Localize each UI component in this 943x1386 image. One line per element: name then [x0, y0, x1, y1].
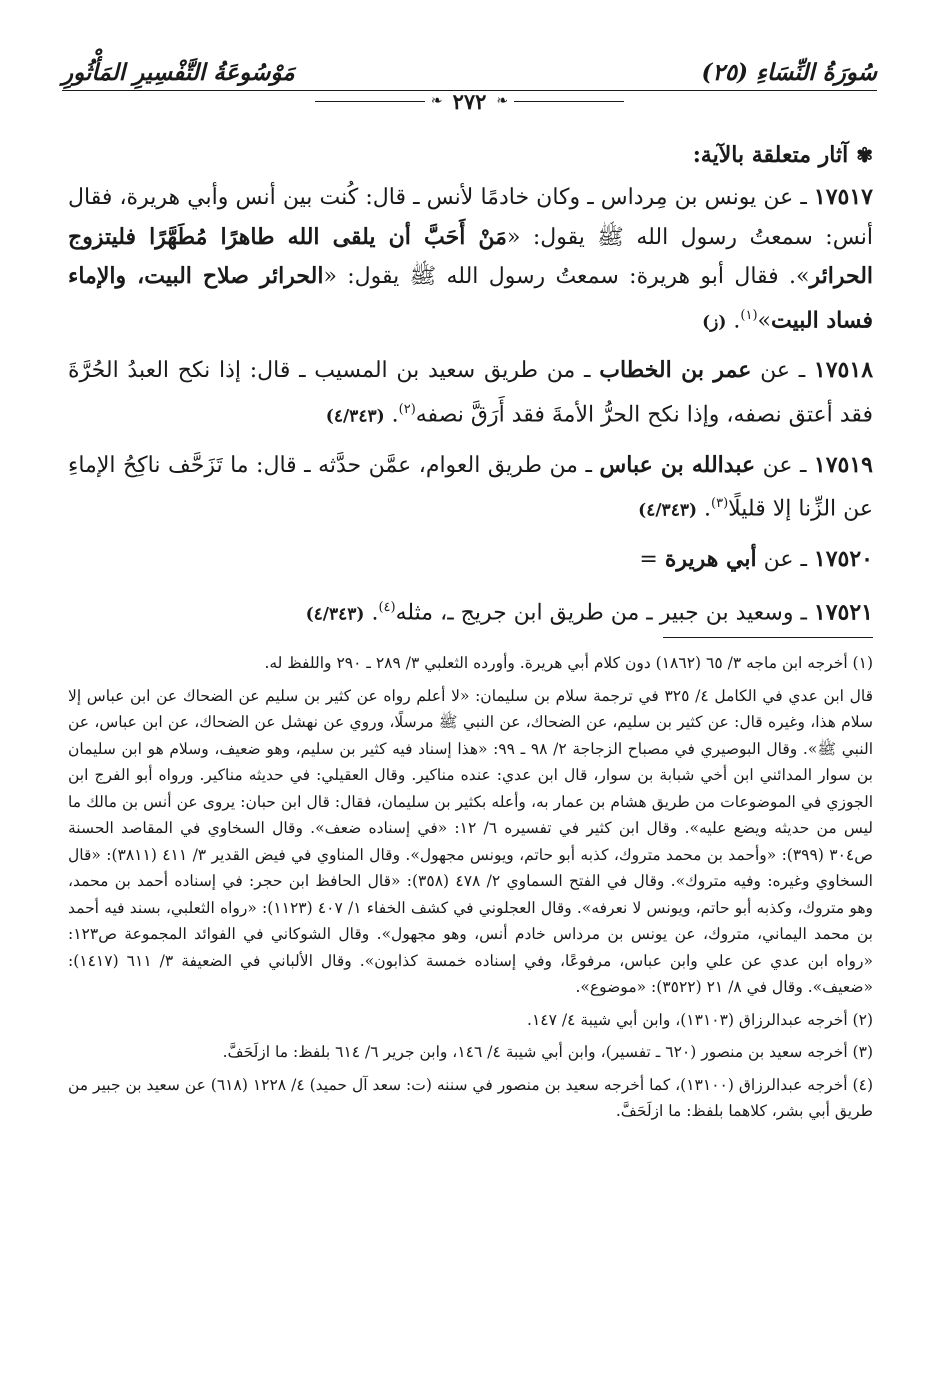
entry-number: ١٧٥٢٠ [813, 545, 873, 572]
footnote: (١) أخرجه ابن ماجه ٣/ ٦٥ (١٨٦٢) دون كلام أبي هريرة. وأورده الثعلبي ٣/ ٢٨٩ ـ ٢٩٠ واللفظ له. [264, 654, 873, 672]
footnotes [68, 650, 873, 1131]
narrator-name: عبدالله بن عباس [599, 451, 756, 478]
entry-text: = [639, 546, 665, 572]
narrator-name: عمر بن الخطاب [599, 357, 752, 384]
entry-number: ١٧٥٢١ [813, 599, 873, 626]
footnote-marker[interactable]: (٢) [398, 401, 416, 417]
entry-text: ـ عن [756, 546, 814, 572]
entry-text: ـ من طريق العوام، عمَّن حدَّثه ـ قال: ما تَزَحَّف ناكِحُ الإماءِ عن الزِّنا إلا قليلًا [68, 452, 873, 522]
athar-entry [68, 351, 873, 435]
ornament-icon: ❧ [496, 93, 509, 109]
page-number: ٢٧٢ [452, 88, 487, 114]
entry-text: ـ من طريق سعيد بن المسيب ـ قال: إذا نكح العبدُ الحُرَّةَ فقد أعتق نصفه، وإذا نكح الحرُّ الأمةَ فقد أَرَقَّ نصفه [68, 358, 873, 428]
footnote-separator [663, 637, 873, 638]
main-text [68, 132, 873, 644]
source-ref: (٤/٣٤٣) [638, 500, 697, 521]
footnote: (٢) أخرجه عبدالرزاق (١٣١٠٣)، وابن أبي شيبة ٤/ ١٤٧. [527, 1010, 873, 1029]
footnote-marker[interactable]: (٣) [711, 496, 729, 512]
entry-text: . [697, 496, 711, 522]
entry-text: ـ عن يونس بن مِرداس ـ وكان خادمًا لأنس ـ قال: كُنت بين أنس وأبي هريرة، فقال أنس: سمعتُ رسول الله ﷺ يقول: « [68, 185, 874, 250]
athar-entry [68, 178, 873, 341]
entry-text: ـ عن [751, 358, 814, 384]
footnote: (٣) أخرجه سعيد بن منصور (٦٢٠ ـ تفسير)، وابن أبي شيبة ٤/ ١٤٦، وابن جرير ٦/ ٦١٤ بلفظ: ما ازلَحَفَّ. [222, 1043, 873, 1061]
page-header [62, 54, 877, 90]
footnote-marker[interactable]: (٤) [378, 600, 396, 616]
footnote-commentary: قال ابن عدي في الكامل ٤/ ٣٢٥ في ترجمة سلام بن سليمان: «لا أعلم رواه عن كثير بن سليم عن الضحاك عن ابن عباس إلا سلام هذا، وغيره قال: عن كثير بن سليم، عن الضحاك، عن النبي ﷺ مرسلًا، وروي عن نهشل عن الضحاك، عن ابن عباس، عن النبي ﷺ». وقال البوصيري في مصباح الزجاجة ٢/ ٩٨ ـ ٩٩: «هذا إسناد فيه كثير بن سليم، وهو ضعيف، وسلام هو ابن سليمان بن سوار المدائني ابن أخي شبابة بن سوار، قال ابن عدي: عنده مناكير. وقال العقيلي: في حديثه مناكير. ورواه أبو الفرج ابن الجوزي في الموضوعات من طريق هشام بن عمار به، وأعله بكثير بن سليمان، فقال: قال ابن حبان: يروى عن أنس بن مالك ما ليس من حديثه ويضع عليه». وقال ابن كثير في تفسيره ٦/ ١٢: «في إسناده ضعف». وقال السخاوي في المقاصد الحسنة ص٣٠٤ (٣٩٩): «وأحمد بن محمد متروك، كذبه أبو حاتم، ويونس مجهول». وقال المناوي في فيض القدير ٣/ ٤١١ (٣٨١١): «قال السخاوي وغيره: وفيه متروك». وقال في الفتح السماوي ٢/ ٤٧٨ (٣٥٨): «قال الحافظ ابن حجر: في إسناده أحمد بن محمد، وهو متروك، وكذبه أبو حاتم، ويونس لا نعرفه». وقال العجلوني في كشف الخفاء ١/ ٤٠٧ (١١٢٣): «رواه الثعلبي، بسند فيه أحمد بن محمد اليماني، متروك، عن يونس بن مرداس خادم أنس، وهو مجهول». وقال الشوكاني في الفوائد المجموعة ص١٢٣: «رواه ابن عدي عن علي وابن عباس، مرفوعًا، وفي إسناده خمسة كذابون». وقال الألباني في الضعيفة ٣/ ٦١١ (١٤١٧): «ضعيف». وقال في ٨/ ٢١ (٣٥٢٢): «موضوع». [68, 686, 874, 996]
entry-text: . [364, 600, 379, 626]
hadith-text: الحرائر صلاح البيت، والإماء فساد البيت [68, 263, 873, 333]
entry-text: » [757, 307, 771, 333]
athar-entry [68, 540, 873, 580]
source-ref: (ز) [702, 311, 727, 332]
entry-text: ». فقال أبو هريرة: سمعتُ رسول الله ﷺ يقول: « [323, 264, 810, 289]
page-number-line-right [514, 101, 624, 102]
book-running-title: مَوْسُوعَةُ التَّفْسِيرِ المَأْثُورِ [62, 58, 295, 86]
section-heading-text: آثار متعلقة بالآية: [692, 142, 849, 168]
footnote-marker[interactable]: (١) [740, 307, 758, 323]
flower-icon: ✾ [856, 143, 873, 167]
athar-entry [68, 446, 873, 530]
page-number-row [62, 88, 877, 114]
entry-number: ١٧٥١٧ [813, 184, 873, 210]
surah-running-title: سُورَةُ النِّسَاءِ (٢٥) [701, 58, 877, 86]
ornament-icon: ❧ [430, 93, 443, 109]
entry-text: ـ وسعيد بن جبير ـ من طريق ابن جريج ـ، مثله [395, 600, 814, 626]
source-ref: (٤/٣٤٣) [325, 406, 385, 427]
section-heading [68, 132, 873, 178]
narrator-name: أبي هريرة [664, 545, 757, 572]
entry-number: ١٧٥١٨ [813, 357, 874, 384]
hadith-text: مَنْ أَحَبَّ أن يلقى الله طاهرًا مُطَهَّرًا فليتزوج الحرائر [68, 223, 874, 289]
entry-text: . [726, 307, 741, 333]
entry-text: . [384, 402, 399, 428]
athar-entry [68, 589, 873, 634]
entry-text: ـ عن [755, 452, 814, 478]
source-ref: (٤/٣٤٣) [305, 604, 365, 625]
page-number-line-left [315, 101, 425, 102]
footnote: (٤) أخرجه عبدالرزاق (١٣١٠٠)، كما أخرجه سعيد بن منصور في سننه (ت: سعد آل حميد) ٤/ ١٢٢٨ (٦١٨) عن سعيد بن جبير من طريق أبي بشر، كلاهما بلفظ: ما ازلَحَفَّ. [68, 1075, 873, 1120]
entry-number: ١٧٥١٩ [813, 451, 873, 478]
